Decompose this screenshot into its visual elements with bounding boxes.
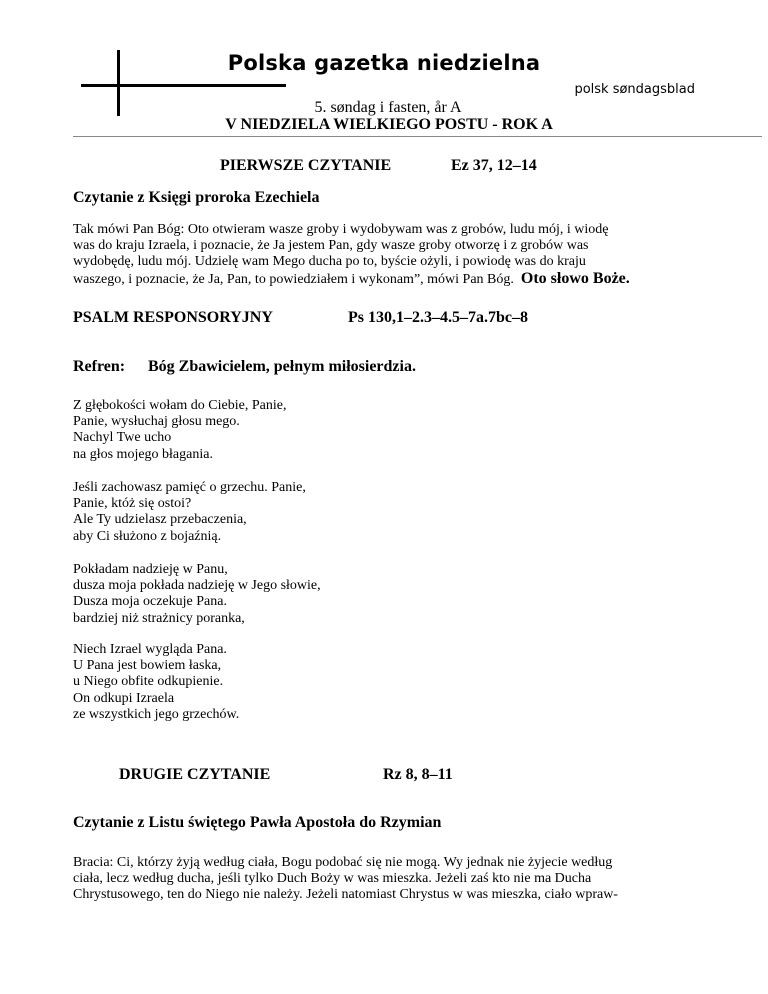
refrain-text: Bóg Zbawicielem, pełnym miłosierdzia. [148, 358, 416, 375]
reading1-label: PIERWSZE CZYTANIE [220, 157, 392, 174]
stanza-line: On odkupi Izraela [73, 690, 175, 706]
reading2-reference: Rz 8, 8–11 [383, 766, 453, 783]
reading1-line-text: waszego, i poznacie, że Ja, Pan, to powiedziałem i wykonam”, mówi Pan Bóg. [73, 271, 514, 287]
psalm-stanza [73, 480, 306, 545]
stanza-line: U Pana jest bowiem łaska, [73, 658, 222, 674]
newspaper-title: Polska gazetka niedzielna [227, 51, 541, 75]
reading1-text [73, 222, 713, 288]
reading2-title: Czytanie z Listu świętego Pawła Apostoła do Rzymian [73, 814, 442, 831]
refrain-label: Refren: [73, 358, 126, 375]
cross-icon-horizontal [81, 84, 286, 87]
reading1-line: wydobędę, ludu mój. Udzielę wam Mego ducha po to, byście ożyli, i powiodę was do kraju [73, 254, 586, 270]
stanza-line: dusza moja pokłada nadzieję w Jego słowie, [73, 578, 321, 594]
reading2-line: Bracia: Ci, którzy żyją według ciała, Bogu podobać się nie mogą. Wy jednak nie żyjecie według [73, 855, 613, 870]
stanza-line: Ale Ty udzielasz przebaczenia, [73, 512, 247, 528]
stanza-line: Niech Izrael wygląda Pana. [73, 642, 227, 657]
psalm-label: PSALM RESPONSORYJNY [73, 309, 273, 326]
newspaper-subtitle: polsk søndagsblad [574, 82, 695, 97]
stanza-line: Nachyl Twe ucho [73, 430, 172, 446]
stanza-line: u Niego obfite odkupienie. [73, 674, 224, 690]
reading1-line [73, 271, 713, 288]
psalm-reference: Ps 130,1–2.3–4.5–7a.7bc–8 [348, 309, 528, 326]
psalm-stanza [73, 398, 286, 463]
stanza-line: bardziej niż strażnicy poranka, [73, 610, 245, 626]
reading1-line: was do kraju Izraela, i poznacie, że Ja jestem Pan, gdy wasze groby otworzę i z grobów was [73, 238, 589, 254]
header-divider [73, 136, 762, 137]
stanza-line: Z głębokości wołam do Ciebie, Panie, [73, 398, 287, 413]
reading1-line: Tak mówi Pan Bóg: Oto otwieram wasze groby i wydobywam was z grobów, ludu mój, i wiodę [73, 222, 609, 237]
reading2-text [73, 855, 733, 904]
stanza-line: Panie, któż się ostoi? [73, 496, 192, 512]
reading2-line: ciała, lecz według ducha, jeśli tylko Duch Boży w was mieszka. Jeżeli zaś kto nie ma Ducha [73, 871, 592, 887]
psalm-stanza [73, 642, 239, 723]
reading1-reference: Ez 37, 12–14 [451, 157, 537, 174]
stanza-line: na głos mojego błagania. [73, 446, 213, 462]
reading1-closing: Oto słowo Boże. [520, 269, 630, 287]
reading1-title: Czytanie z Księgi proroka Ezechiela [73, 189, 320, 206]
stanza-line: Pokładam nadzieję w Panu, [73, 562, 228, 577]
liturgical-date: 5. søndag i fasten, år A [314, 99, 462, 116]
stanza-line: Jeśli zachowasz pamięć o grzechu. Panie, [73, 480, 306, 495]
stanza-line: Dusza moja oczekuje Pana. [73, 594, 227, 610]
stanza-line: ze wszystkich jego grzechów. [73, 706, 240, 722]
psalm-stanza [73, 562, 321, 627]
reading2-label: DRUGIE CZYTANIE [119, 766, 271, 783]
stanza-line: Panie, wysłuchaj głosu mego. [73, 414, 240, 430]
stanza-line: aby Ci służono z bojaźnią. [73, 528, 222, 544]
sunday-title: V NIEDZIELA WIELKIEGO POSTU - ROK A [225, 116, 553, 133]
reading2-line: Chrystusowego, ten do Niego nie należy. Jeżeli natomiast Chrystus w was mieszka, ciało wpraw- [73, 887, 618, 903]
